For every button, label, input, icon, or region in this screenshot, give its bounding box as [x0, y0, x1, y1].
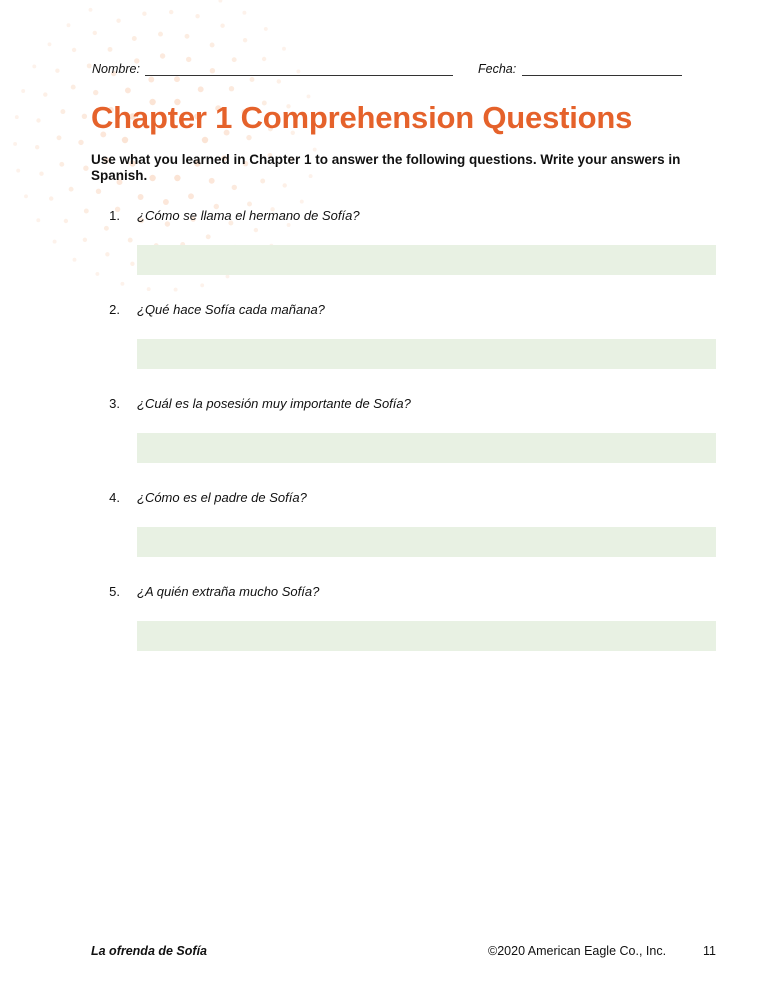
decorative-dot: [254, 228, 258, 232]
question-number: 5.: [109, 584, 120, 599]
decorative-dot: [71, 85, 76, 90]
question-number: 3.: [109, 396, 120, 411]
decorative-dot: [105, 252, 109, 256]
decorative-dot: [158, 32, 163, 37]
decorative-dot: [13, 142, 17, 146]
decorative-dot: [226, 274, 230, 278]
decorative-dot: [262, 57, 266, 61]
decorative-dot: [24, 194, 28, 198]
decorative-dot: [55, 69, 59, 73]
decorative-dot: [120, 282, 124, 286]
question-text: ¿A quién extraña mucho Sofía?: [137, 584, 320, 599]
decorative-dot: [122, 137, 128, 143]
decorative-dot: [72, 48, 76, 52]
decorative-dot: [93, 90, 98, 95]
decorative-dot: [104, 226, 109, 231]
decorative-dot: [277, 79, 281, 83]
decorative-dot: [35, 145, 39, 149]
decorative-dot: [53, 240, 57, 244]
decorative-dot: [264, 27, 268, 31]
decorative-dot: [287, 223, 291, 227]
decorative-dot: [220, 24, 224, 28]
question-text: ¿Cómo es el padre de Sofía?: [137, 490, 307, 505]
decorative-dot: [195, 14, 199, 18]
date-field-line[interactable]: [522, 75, 682, 76]
decorative-dot: [169, 10, 173, 14]
answer-box[interactable]: [137, 527, 716, 557]
instructions: Use what you learned in Chapter 1 to answer the following questions. Write your answers in Spanish.: [91, 152, 681, 183]
name-field-line[interactable]: [145, 75, 453, 76]
decorative-dot: [147, 287, 151, 291]
decorative-dot: [95, 272, 99, 276]
question-number: 2.: [109, 302, 120, 317]
decorative-dot: [138, 194, 144, 200]
decorative-dot: [67, 23, 71, 27]
answer-box[interactable]: [137, 433, 716, 463]
question-text: ¿Cómo se llama el hermano de Sofía?: [137, 208, 360, 223]
worksheet-header: [92, 62, 681, 78]
decorative-dot: [198, 86, 204, 92]
question-text: ¿Qué hace Sofía cada mañana?: [137, 302, 325, 317]
decorative-dot: [125, 87, 131, 93]
decorative-dot: [116, 19, 120, 23]
question-number: 1.: [109, 208, 120, 223]
decorative-dot: [83, 166, 88, 171]
decorative-dot: [247, 202, 252, 207]
decorative-dot: [188, 193, 194, 199]
decorative-dot: [60, 109, 65, 114]
decorative-dot: [48, 42, 52, 46]
decorative-dot: [89, 8, 93, 12]
decorative-dot: [174, 288, 178, 292]
decorative-dot: [16, 169, 20, 173]
decorative-dot: [300, 200, 304, 204]
book-title: La ofrenda de Sofía: [91, 944, 207, 958]
decorative-dot: [242, 11, 246, 15]
name-label: Nombre:: [92, 62, 140, 76]
decorative-dot: [84, 209, 89, 214]
question-number: 4.: [109, 490, 120, 505]
page-number: 11: [703, 944, 716, 958]
decorative-dot: [108, 47, 113, 52]
decorative-dot: [128, 238, 133, 243]
decorative-dot: [78, 140, 83, 145]
decorative-dot: [21, 89, 25, 93]
decorative-dot: [82, 114, 87, 119]
decorative-dot: [69, 187, 74, 192]
decorative-dot: [43, 92, 47, 96]
decorative-dot: [163, 199, 169, 205]
decorative-dot: [185, 34, 190, 39]
answer-box[interactable]: [137, 245, 716, 275]
decorative-dot: [49, 196, 53, 200]
answer-box[interactable]: [137, 621, 716, 651]
decorative-dot: [206, 234, 211, 239]
decorative-dot: [39, 172, 43, 176]
decorative-dot: [64, 219, 68, 223]
decorative-dot: [15, 115, 19, 119]
decorative-dot: [202, 137, 208, 143]
decorative-dot: [36, 118, 40, 122]
decorative-dot: [282, 47, 286, 51]
decorative-dot: [210, 43, 215, 48]
decorative-dot: [57, 135, 62, 140]
decorative-dot: [142, 12, 146, 16]
decorative-dot: [218, 0, 222, 3]
decorative-dot: [232, 185, 237, 190]
decorative-dot: [96, 189, 101, 194]
decorative-dot: [130, 262, 134, 266]
question-text: ¿Cuál es la posesión muy importante de Sofía?: [137, 396, 411, 411]
decorative-dot: [36, 218, 40, 222]
date-label: Fecha:: [478, 62, 517, 76]
decorative-dot: [83, 238, 87, 242]
decorative-dot: [313, 148, 317, 152]
decorative-dot: [200, 283, 204, 287]
decorative-dot: [160, 53, 165, 58]
decorative-dot: [229, 86, 234, 91]
decorative-dot: [243, 38, 247, 42]
copyright-notice: ©2020 American Eagle Co., Inc.: [488, 944, 667, 958]
answer-box[interactable]: [137, 339, 716, 369]
decorative-dot: [93, 31, 97, 35]
decorative-dot: [132, 36, 137, 41]
decorative-dot: [32, 64, 36, 68]
decorative-dot: [73, 258, 77, 262]
page-title: Chapter 1 Comprehension Questions: [91, 100, 633, 135]
decorative-dot: [87, 63, 92, 68]
decorative-dot: [59, 162, 64, 167]
decorative-dot: [307, 94, 311, 98]
